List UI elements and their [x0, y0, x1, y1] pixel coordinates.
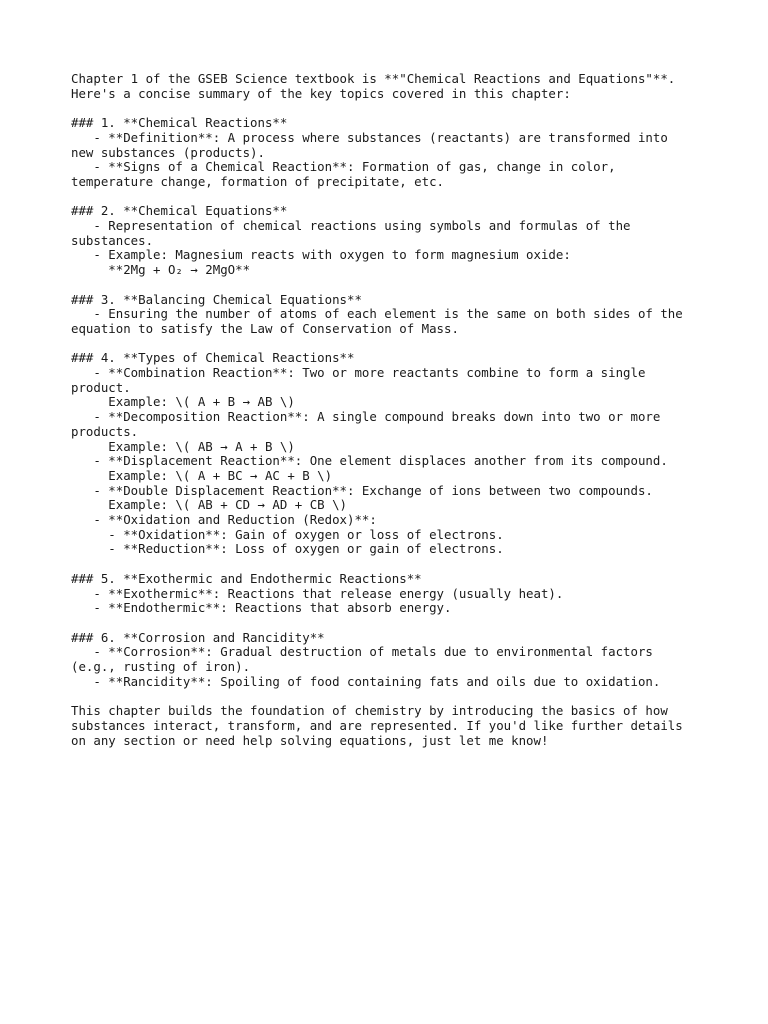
text-line: - **Double Displacement Reaction**: Exchange of ions between two compounds. [71, 482, 653, 498]
text-line: Example: \( A + B → AB \) [71, 394, 295, 410]
section-exothermic-endothermic [71, 572, 711, 616]
text-line: - **Oxidation and Reduction (Redox)**: [71, 512, 377, 528]
section-heading: ### 5. **Exothermic and Endothermic Reactions** [71, 570, 422, 586]
text-line: - **Combination Reaction**: Two or more reactants combine to form a single [71, 365, 646, 380]
text-line: - **Reduction**: Loss of oxygen or gain of electrons. [71, 541, 504, 557]
section-balancing-equations [71, 293, 711, 337]
text-line: (e.g., rusting of iron). [71, 659, 251, 675]
intro-paragraph [71, 72, 711, 101]
text-line: new substances (products). [71, 144, 265, 160]
text-line: product. [71, 379, 131, 395]
text-line: substances interact, transform, and are represented. If you'd like further details [71, 717, 683, 733]
document-page [71, 72, 711, 763]
text-line: - **Definition**: A process where substances (reactants) are transformed into [71, 129, 668, 145]
section-heading: ### 4. **Types of Chemical Reactions** [71, 350, 355, 366]
text-line: Example: \( AB → A + B \) [71, 438, 295, 454]
text-line: substances. [71, 232, 154, 248]
section-chemical-equations [71, 204, 711, 278]
text-line: - **Rancidity**: Spoiling of food containing fats and oils due to oxidation. [71, 673, 661, 689]
text-line: **2Mg + O₂ → 2MgO** [71, 262, 251, 278]
text-line: - **Corrosion**: Gradual destruction of metals due to environmental factors [71, 644, 653, 660]
text-line: temperature change, formation of precipitate, etc. [71, 173, 444, 189]
text-line: equation to satisfy the Law of Conservation of Mass. [71, 320, 459, 336]
section-heading: ### 1. **Chemical Reactions** [71, 115, 288, 131]
text-line: Chapter 1 of the GSEB Science textbook is **"Chemical Reactions and Equations"**. [71, 71, 676, 86]
text-line: - **Displacement Reaction**: One element displaces another from its compound. [71, 453, 668, 469]
section-heading: ### 3. **Balancing Chemical Equations** [71, 291, 362, 307]
section-heading: ### 2. **Chemical Equations** [71, 203, 288, 219]
text-line: Example: \( A + BC → AC + B \) [71, 467, 333, 483]
section-heading: ### 6. **Corrosion and Rancidity** [71, 629, 325, 645]
text-line: on any section or need help solving equations, just let me know! [71, 732, 549, 748]
text-line: - **Endothermic**: Reactions that absorb energy. [71, 600, 452, 616]
text-line: Example: \( AB + CD → AD + CB \) [71, 497, 348, 513]
text-line: - **Exothermic**: Reactions that release energy (usually heat). [71, 585, 564, 601]
text-line: - **Signs of a Chemical Reaction**: Formation of gas, change in color, [71, 159, 616, 175]
section-types-of-reactions [71, 351, 711, 557]
text-line: - **Decomposition Reaction**: A single compound breaks down into two or more [71, 409, 661, 425]
text-line: products. [71, 423, 139, 439]
section-corrosion-rancidity [71, 631, 711, 690]
text-line: - **Oxidation**: Gain of oxygen or loss of electrons. [71, 526, 504, 542]
section-chemical-reactions [71, 116, 711, 190]
text-line: Here's a concise summary of the key topics covered in this chapter: [71, 85, 571, 101]
text-line: This chapter builds the foundation of chemistry by introducing the basics of how [71, 703, 668, 719]
closing-paragraph [71, 704, 711, 748]
text-line: - Representation of chemical reactions using symbols and formulas of the [71, 218, 631, 233]
text-line: - Ensuring the number of atoms of each element is the same on both sides of the [71, 306, 683, 322]
text-line: - Example: Magnesium reacts with oxygen to form magnesium oxide: [71, 247, 571, 263]
